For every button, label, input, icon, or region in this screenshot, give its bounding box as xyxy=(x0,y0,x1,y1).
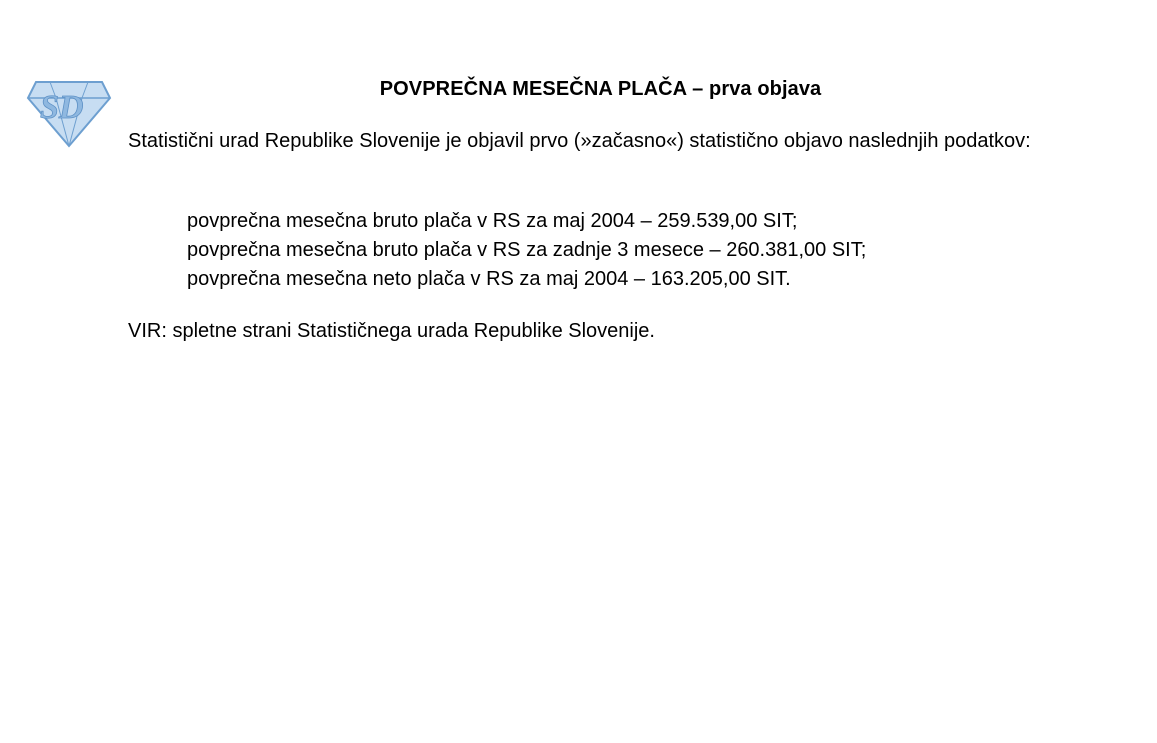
list-item: povprečna mesečna bruto plača v RS za zadnje 3 mesece – 260.381,00 SIT; xyxy=(187,239,867,261)
logo xyxy=(26,76,112,150)
logo-letters: SD xyxy=(40,89,84,126)
salary-list xyxy=(187,207,866,294)
page-title: POVPREČNA MESEČNA PLAČA – prva objava xyxy=(379,78,822,100)
intro-paragraph: Statistični urad Republike Slovenije je objavil prvo (»začasno«) statistično objavo naslednjih podatkov: xyxy=(128,130,1031,152)
list-item: povprečna mesečna neto plača v RS za maj 2004 – 163.205,00 SIT. xyxy=(187,268,791,290)
source-note: VIR: spletne strani Statističnega urada Republike Slovenije. xyxy=(128,320,655,342)
diamond-logo-icon xyxy=(26,76,112,150)
list-item: povprečna mesečna bruto plača v RS za maj 2004 – 259.539,00 SIT; xyxy=(187,210,798,232)
